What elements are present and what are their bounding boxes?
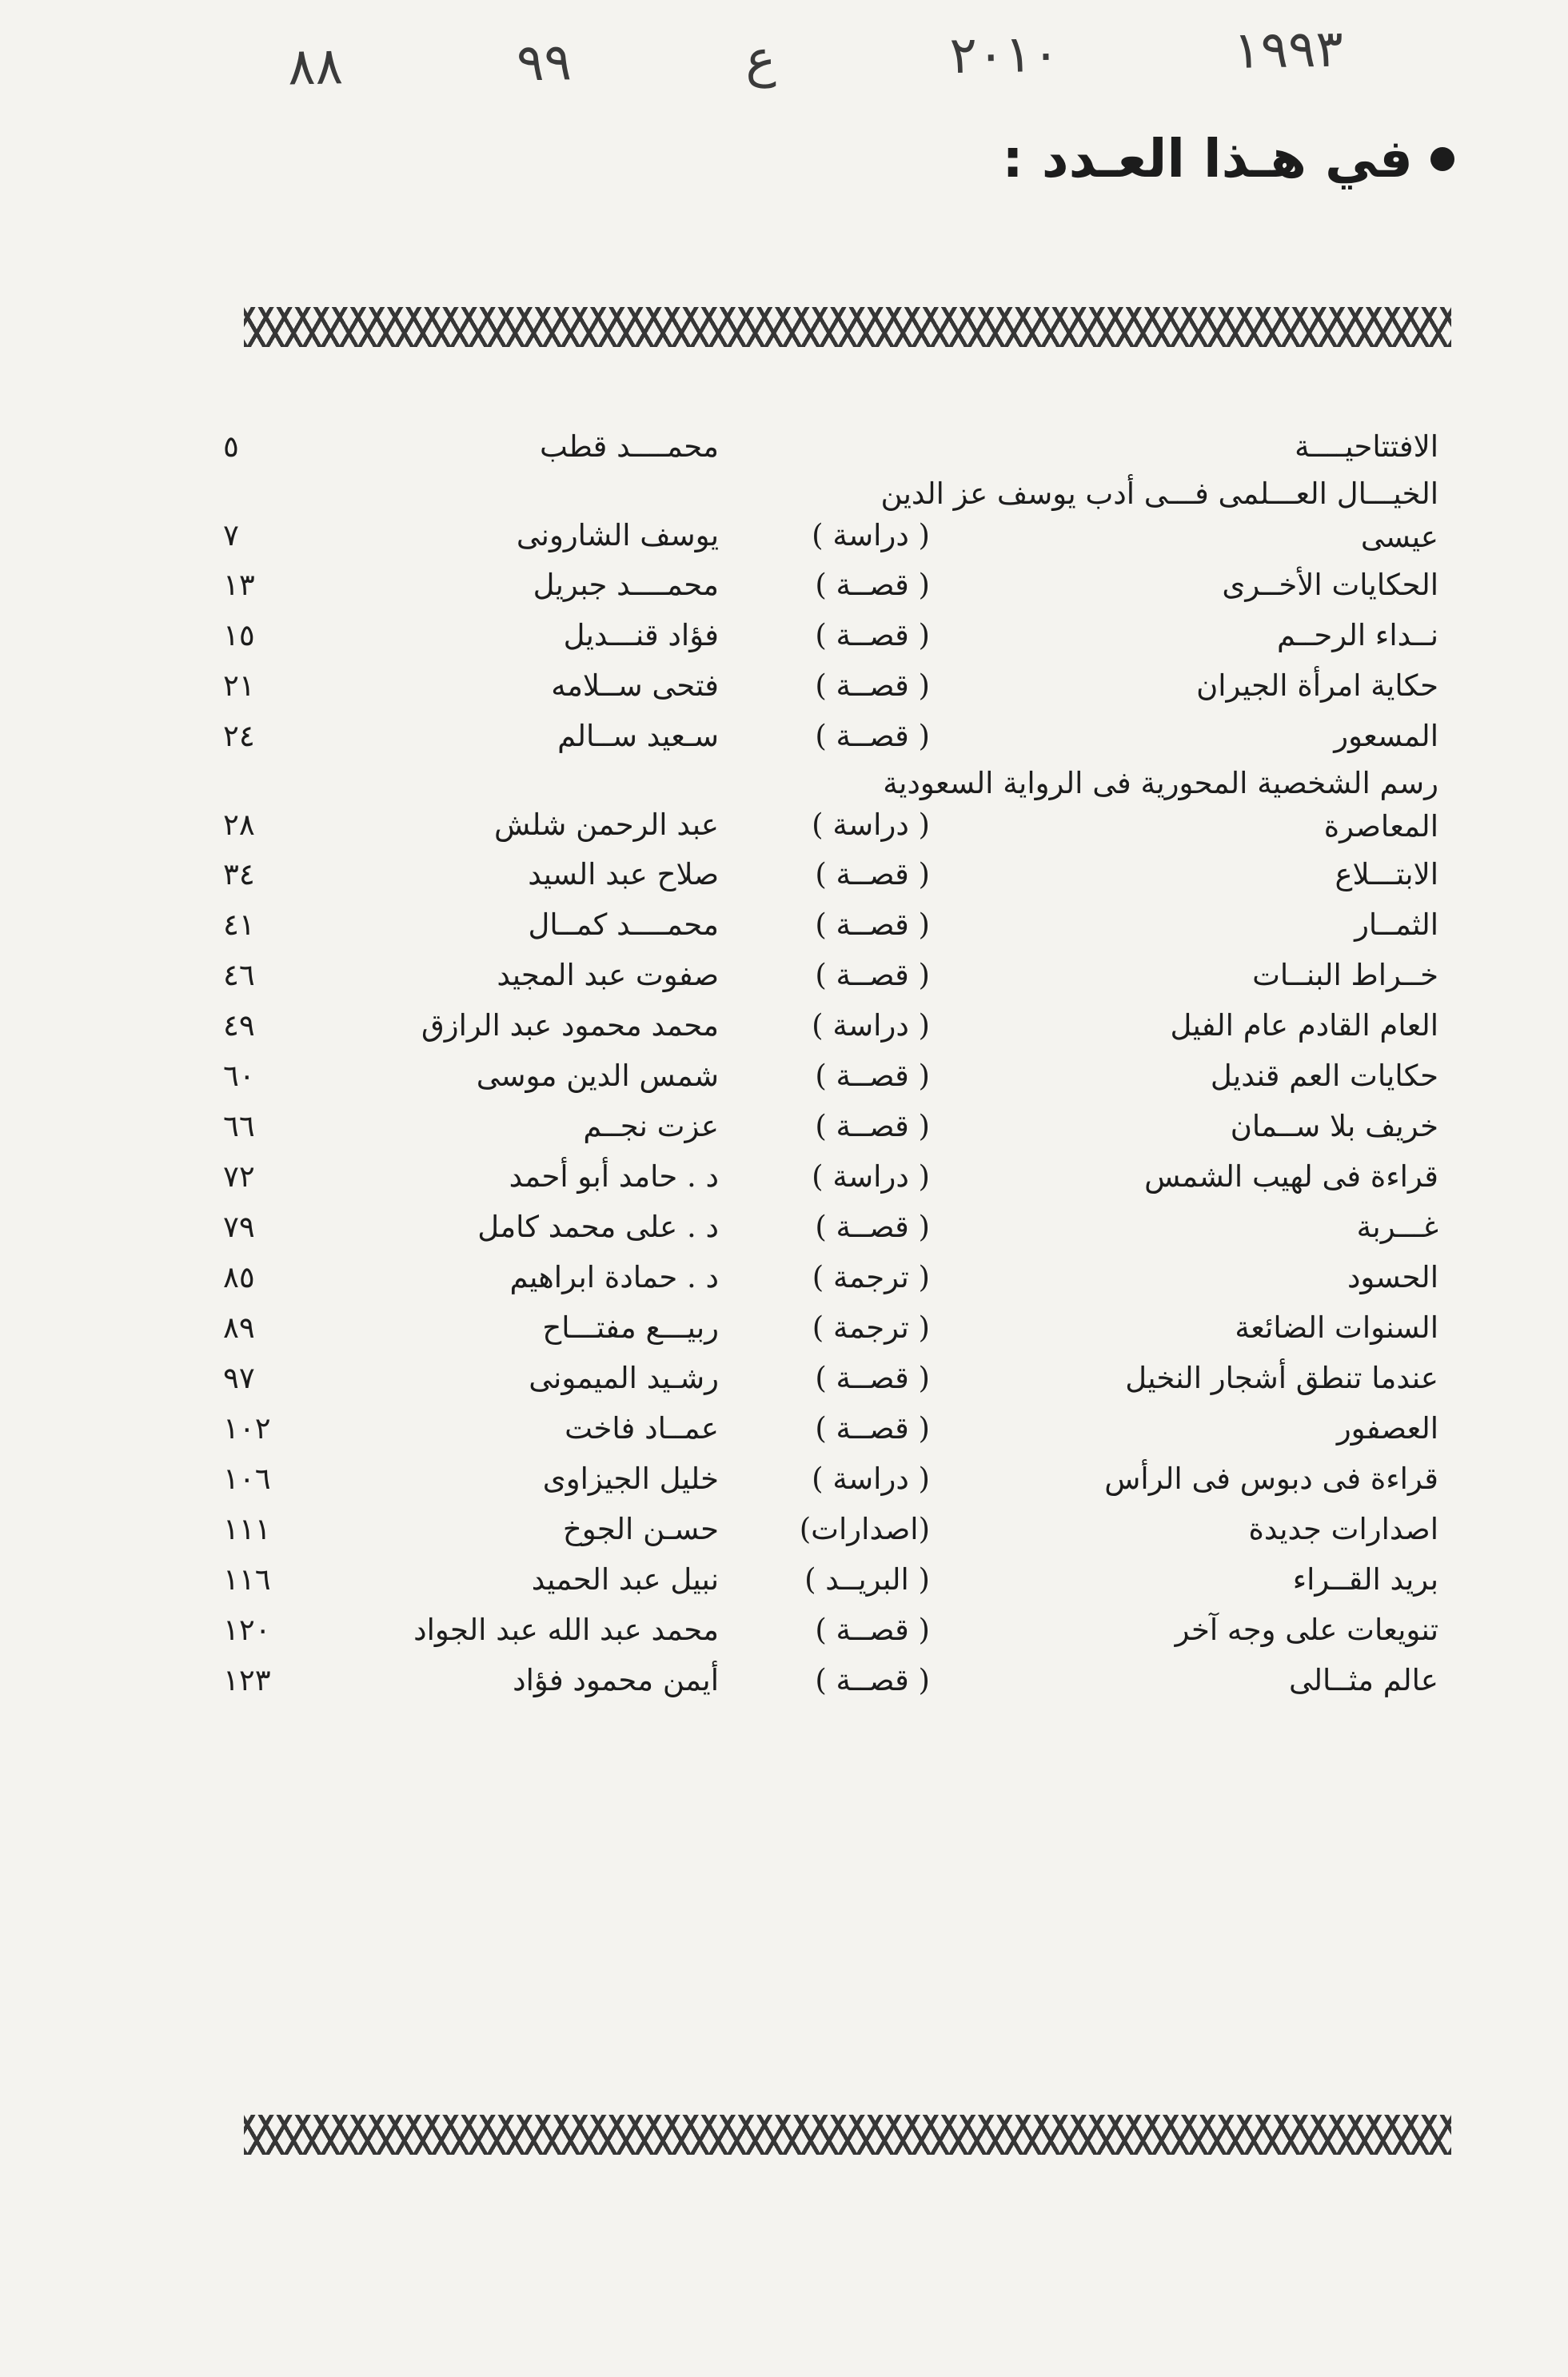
toc-type: ( قصــة ): [815, 1059, 930, 1093]
toc-page-number: ٢٨: [223, 808, 255, 842]
toc-type: ( قصــة ): [815, 568, 930, 602]
toc-author: خليل الجيزاوى: [542, 1462, 719, 1496]
toc-author: فتحى ســلامه: [551, 668, 719, 703]
handwritten-note: ٨٨: [287, 37, 344, 98]
bullet-icon: [1430, 147, 1454, 171]
toc-type: ( دراسة ): [812, 1008, 930, 1043]
toc-author: محمــــد كمــال: [528, 907, 719, 942]
toc-author: محمــــد قطب: [539, 429, 719, 464]
handwritten-note: ٩٩: [516, 33, 573, 94]
toc-title: غـــربة: [1356, 1210, 1438, 1244]
decorative-border-bottom: [244, 2115, 1451, 2155]
toc-page-number: ٦٠: [223, 1059, 255, 1093]
toc-type: ( قصــة ): [815, 1411, 930, 1446]
toc-title: الحسود: [1347, 1260, 1438, 1294]
toc-author: فؤاد قنـــديل: [563, 618, 719, 652]
toc-page-number: ١٠٢: [223, 1411, 271, 1446]
heading-text: في هـذا العـدد :: [1002, 128, 1413, 189]
toc-row: [223, 1404, 1438, 1454]
toc-row: [223, 1051, 1438, 1102]
toc-page-number: ٨٩: [223, 1310, 255, 1345]
toc-type: ( قصــة ): [815, 618, 930, 652]
toc-type: ( دراسة ): [812, 808, 930, 842]
toc-row: [223, 1001, 1438, 1051]
toc-author: يوسف الشارونى: [516, 518, 719, 552]
toc-title: خريف بلا ســمان: [1230, 1109, 1438, 1143]
toc-page-number: ١٣: [223, 568, 255, 602]
toc-type: ( دراسة ): [812, 1462, 930, 1496]
toc-author: سـعيد ســالم: [557, 719, 719, 753]
toc-row: [223, 900, 1438, 951]
toc-type: ( قصــة ): [815, 1613, 930, 1647]
handwritten-note: ع: [744, 29, 776, 90]
toc-type: ( قصــة ): [815, 1663, 930, 1697]
toc-page-number: ٢٤: [223, 719, 255, 753]
toc-row: [223, 1102, 1438, 1152]
toc-row: [223, 1303, 1438, 1354]
toc-row: [223, 1454, 1438, 1505]
toc-page-number: ٣٤: [223, 857, 255, 891]
toc-title: العصفور: [1336, 1411, 1438, 1446]
toc-page-number: ٥: [223, 429, 239, 464]
toc-page-number: ٧٩: [223, 1210, 255, 1244]
toc-author: عبد الرحمن شلش: [493, 808, 719, 842]
toc-title: نــداء الرحــم: [1277, 618, 1438, 652]
toc-title: قراءة فى لهيب الشمس: [1144, 1159, 1438, 1194]
toc-row: [223, 1605, 1438, 1656]
toc-title: خــراط البنــات: [1252, 958, 1438, 992]
toc-page-number: ٦٦: [223, 1109, 255, 1143]
toc-type: ( قصــة ): [815, 1361, 930, 1395]
toc-row: [223, 422, 1438, 473]
toc-author: محمد عبد الله عبد الجواد: [413, 1613, 719, 1647]
toc-page-number: ١٢٣: [223, 1663, 271, 1697]
toc-title: بريد القــراء: [1292, 1562, 1438, 1597]
table-of-contents: [223, 422, 1438, 1706]
toc-author: عمــاد فاخت: [565, 1411, 719, 1446]
toc-type: ( قصــة ): [815, 1109, 930, 1143]
toc-title: تنويعات على وجه آخر: [1175, 1613, 1438, 1647]
contents-heading: [1002, 128, 1454, 189]
toc-author: صلاح عبد السيد: [528, 857, 719, 891]
toc-author: شمس الدين موسى: [476, 1059, 719, 1093]
toc-type: ( ترجمة ): [812, 1260, 930, 1294]
toc-title: حكاية امرأة الجيران: [1196, 668, 1438, 703]
toc-row: [223, 850, 1438, 900]
toc-type: ( قصــة ): [815, 857, 930, 891]
handwritten-note: ١٩٩٣: [1232, 19, 1344, 81]
toc-page-number: ٤١: [223, 907, 255, 942]
toc-page-number: ١٥: [223, 618, 255, 652]
decorative-border-top: [244, 307, 1451, 347]
toc-row: [223, 1152, 1438, 1202]
toc-title: المسعور: [1334, 719, 1438, 753]
toc-row: [223, 611, 1438, 661]
toc-row: [223, 1656, 1438, 1706]
toc-type: ( قصــة ): [815, 1210, 930, 1244]
toc-page-number: ١١٦: [223, 1562, 271, 1597]
toc-page-number: ٩٧: [223, 1361, 255, 1395]
toc-author: عزت نجــم: [583, 1109, 719, 1143]
toc-title: حكايات العم قنديل: [1210, 1059, 1438, 1093]
toc-author: د . على محمد كامل: [477, 1210, 719, 1244]
toc-type: ( دراسة ): [812, 1159, 930, 1194]
toc-type: ( قصــة ): [815, 958, 930, 992]
toc-page-number: ٧٢: [223, 1159, 255, 1194]
toc-type: ( البريــد ): [804, 1562, 930, 1597]
toc-author: صفوت عبد المجيد: [497, 958, 719, 992]
toc-page-number: ١٢٠: [223, 1613, 271, 1647]
toc-author: رشـيد الميمونى: [529, 1361, 719, 1395]
toc-row: [223, 1253, 1438, 1303]
toc-title: رسم الشخصية المحورية فى الرواية السعودية المعاصرة: [883, 766, 1438, 844]
toc-title: الخيـــال العـــلمى فـــى أدب يوسف عز الدين عيسى: [880, 477, 1438, 554]
toc-row: [223, 661, 1438, 712]
toc-title: الافتتاحيــــة: [1295, 429, 1438, 464]
toc-title: السنوات الضائعة: [1235, 1310, 1438, 1345]
toc-type: ( قصــة ): [815, 907, 930, 942]
toc-page-number: ٢١: [223, 668, 255, 703]
toc-type: (اصدارات): [799, 1512, 930, 1546]
toc-author: محمــــد جبريل: [533, 568, 719, 602]
toc-author: ربيـــع مفتـــاح: [542, 1310, 719, 1345]
toc-type: ( ترجمة ): [812, 1310, 930, 1345]
toc-page-number: ٧: [223, 518, 239, 552]
toc-page-number: ١٠٦: [223, 1462, 271, 1496]
toc-row: [223, 951, 1438, 1001]
toc-title: الحكايات الأخــرى: [1222, 568, 1438, 602]
toc-title: الثمــار: [1355, 907, 1438, 942]
toc-author: حسـن الجوخ: [562, 1512, 719, 1546]
toc-row: [223, 712, 1438, 762]
toc-row: [223, 1202, 1438, 1253]
toc-page-number: ٨٥: [223, 1260, 255, 1294]
toc-author: د . حامد أبو أحمد: [509, 1159, 719, 1194]
toc-author: محمد محمود عبد الرازق: [421, 1008, 719, 1043]
handwritten-note: ٢٠١٠: [949, 24, 1060, 86]
toc-type: ( دراسة ): [812, 518, 930, 552]
toc-title: قراءة فى دبوس فى الرأس: [1104, 1462, 1438, 1496]
toc-row: [223, 473, 1438, 560]
toc-type: ( قصــة ): [815, 668, 930, 703]
toc-row: [223, 560, 1438, 611]
toc-type: ( قصــة ): [815, 719, 930, 753]
toc-author: نبيل عبد الحميد: [531, 1562, 719, 1597]
toc-title: اصدارات جديدة: [1248, 1512, 1438, 1546]
toc-author: أيمن محمود فؤاد: [513, 1663, 719, 1697]
toc-page-number: ٤٩: [223, 1008, 255, 1043]
handwritten-notes: [287, 19, 1343, 97]
toc-row: [223, 762, 1438, 850]
toc-title: العام القادم عام الفيل: [1170, 1008, 1438, 1043]
toc-title: الابتـــلاع: [1335, 857, 1438, 891]
toc-author: د . حمادة ابراهيم: [509, 1260, 719, 1294]
toc-row: [223, 1354, 1438, 1404]
toc-row: [223, 1555, 1438, 1605]
toc-page-number: ١١١: [223, 1512, 271, 1546]
toc-title: عندما تنطق أشجار النخيل: [1125, 1361, 1438, 1395]
toc-title: عالم مثــالى: [1288, 1663, 1438, 1697]
toc-row: [223, 1505, 1438, 1555]
toc-page-number: ٤٦: [223, 958, 255, 992]
